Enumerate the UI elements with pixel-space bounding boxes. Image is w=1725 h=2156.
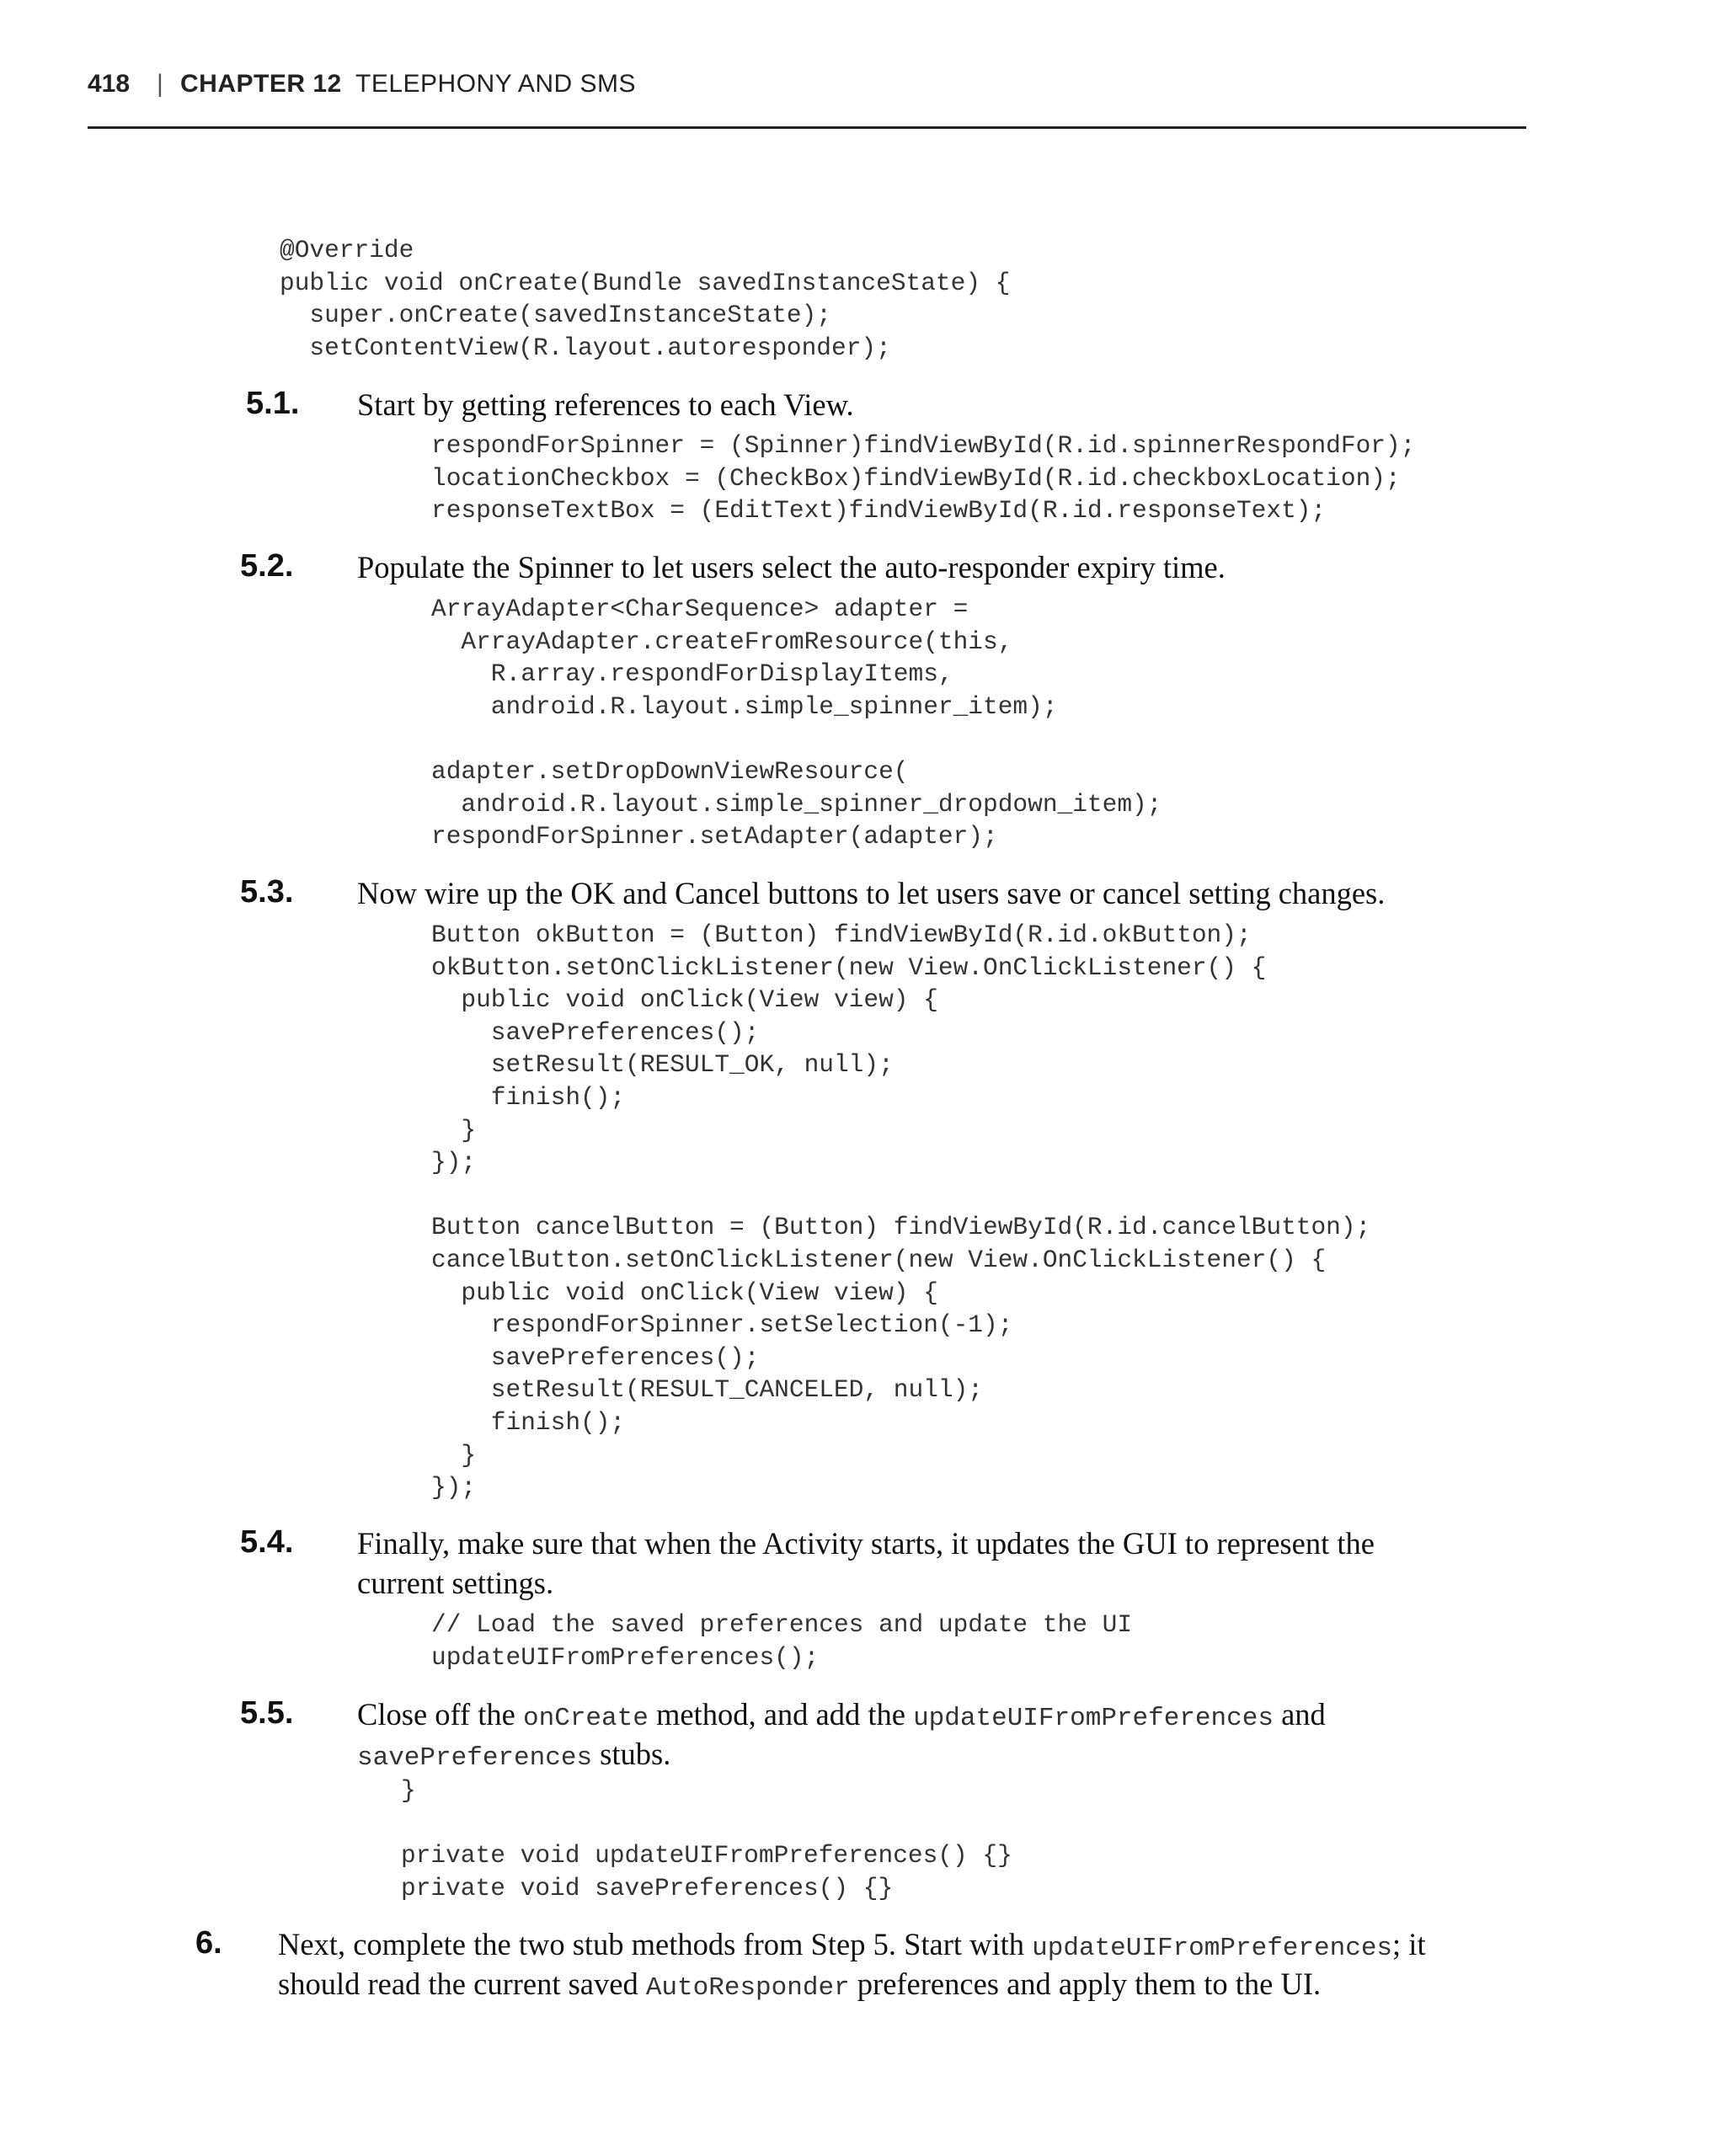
- step-text-fragment: preferences and apply them to the UI.: [849, 1967, 1322, 2001]
- chapter-label: CHAPTER 12: [180, 70, 342, 98]
- step-text-line-1: [357, 1694, 1326, 1738]
- step-text-fragment: ; it: [1392, 1927, 1426, 1961]
- inline-code: AutoResponder: [645, 1973, 850, 2003]
- step-text: Populate the Spinner to let users select the auto-responder expiry time.: [357, 550, 1226, 584]
- code-block: ArrayAdapter<CharSequence> adapter = ArrayAdapter.createFromResource(this, R.array.respondForDisplayItems, android.R.layout.simple_spinner_item); adapter.setDropDownViewResource( android.R.layout.simple_spinner_dropdown_item); respondForSpinner.setAdapter(adapter);: [431, 595, 1162, 851]
- step-text-line-1: [278, 1924, 1426, 1968]
- inline-code: onCreate: [523, 1704, 649, 1733]
- header-separator: |: [157, 70, 163, 98]
- step-text-fragment: Close off the: [357, 1697, 524, 1732]
- step-number: 5.5.: [240, 1695, 294, 1731]
- step-text-line-2: current settings.: [357, 1566, 554, 1600]
- page-number: 418: [88, 70, 131, 98]
- header-rule: [88, 126, 1526, 129]
- inline-code: savePreferences: [357, 1743, 593, 1773]
- step-text-line-2: [357, 1734, 670, 1778]
- inline-code: updateUIFromPreferences: [1032, 1934, 1393, 1963]
- step-text-fragment: Next, complete the two stub methods from Step 5. Start with: [278, 1927, 1033, 1961]
- step-text-line-2: [278, 1964, 1321, 2008]
- step-text-line-1: Finally, make sure that when the Activity starts, it updates the GUI to represent the: [357, 1526, 1375, 1561]
- code-block-intro: @Override public void onCreate(Bundle savedInstanceState) { super.onCreate(savedInstanceState); setContentView(R.layout.autoresponder);: [280, 236, 1011, 362]
- code-block: // Load the saved preferences and update the UI updateUIFromPreferences();: [431, 1610, 1133, 1672]
- step-number: 5.3.: [240, 874, 294, 910]
- step-number: 5.4.: [240, 1524, 294, 1560]
- code-block: respondForSpinner = (Spinner)findViewById(R.id.spinnerRespondFor); locationCheckbox = (CheckBox)findViewById(R.id.checkboxLocation); responseTextBox = (EditText)findViewById(R.id.responseText);: [431, 431, 1416, 526]
- running-header: [88, 66, 1526, 125]
- step-number: 5.1.: [246, 386, 300, 421]
- step-text-fragment: method, and add the: [648, 1697, 914, 1732]
- code-block: } private void updateUIFromPreferences() {} private void savePreferences() {}: [401, 1776, 1012, 1903]
- code-block: Button okButton = (Button) findViewById(R.id.okButton); okButton.setOnClickListener(new View.OnClickListener() { public void onClick(View view) { savePreferences(); setResult(RESULT_OK, null); finish(); } }); Button cancelButton = (Button) findViewById(R.id.cancelButton); cancelButton.setOnClickListener(new View.OnClickListener() { public void onClick(View view) { respondForSpinner.setSelection(-1); savePreferences(); setResult(RESULT_CANCELED, null); finish(); } });: [431, 921, 1371, 1502]
- step-number: 5.2.: [240, 548, 294, 584]
- step-text: Start by getting references to each View.: [357, 387, 854, 422]
- step-text-fragment: should read the current saved: [278, 1967, 646, 2001]
- step-text-fragment: and: [1273, 1697, 1326, 1732]
- step-text-fragment: stubs.: [592, 1737, 671, 1771]
- step-number: 6.: [195, 1925, 222, 1961]
- step-text: Now wire up the OK and Cancel buttons to let users save or cancel setting changes.: [357, 876, 1386, 910]
- chapter-title: TELEPHONY AND SMS: [355, 70, 637, 98]
- inline-code: updateUIFromPreferences: [913, 1704, 1274, 1733]
